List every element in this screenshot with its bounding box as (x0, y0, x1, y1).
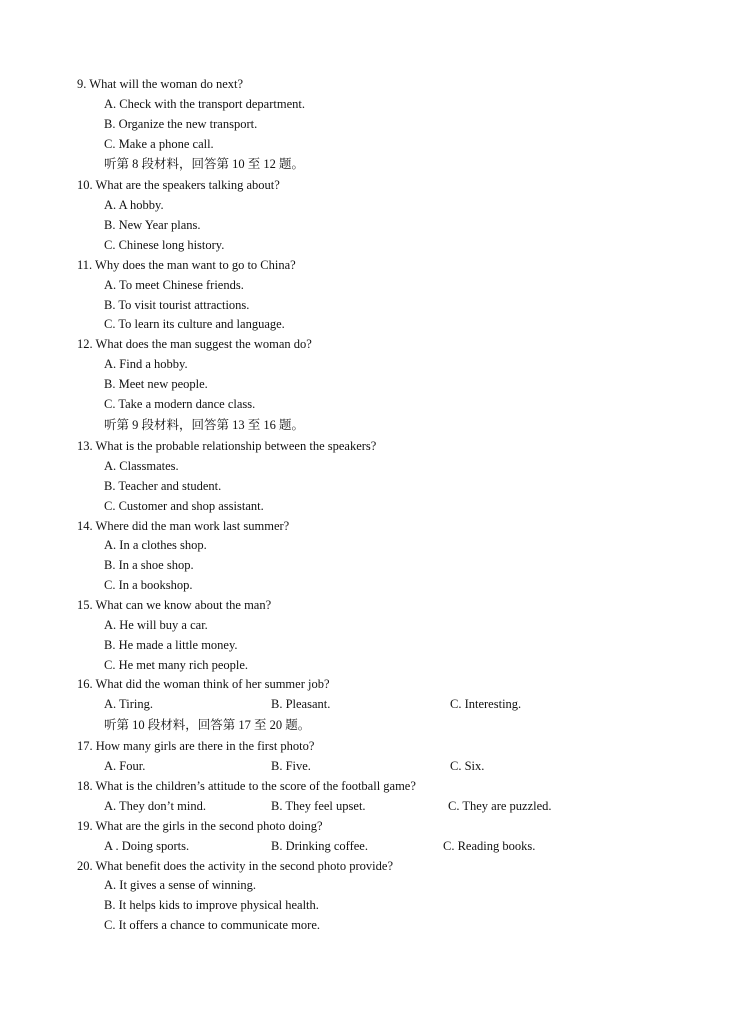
q9-option-a: A. Check with the transport department. (104, 97, 305, 111)
q19-option-a: A . Doing sports. (104, 839, 190, 853)
question-15: 15. What can we know about the man? (77, 598, 272, 612)
q19-option-c: C. Reading books. (443, 839, 536, 853)
q16-option-a: A. Tiring. (104, 697, 153, 711)
q18-option-c: C. They are puzzled. (448, 799, 552, 813)
q12-option-c: C. Take a modern dance class. (104, 397, 256, 411)
q20-option-a: A. It gives a sense of winning. (104, 878, 257, 892)
q14-option-c: C. In a bookshop. (104, 578, 193, 592)
question-20: 20. What benefit does the activity in the second photo provide? (77, 859, 394, 873)
q10-option-a: A. A hobby. (104, 198, 164, 212)
q13-option-c: C. Customer and shop assistant. (104, 499, 264, 513)
question-10: 10. What are the speakers talking about? (77, 178, 280, 192)
q17-option-c: C. Six. (450, 759, 485, 773)
q18-option-b: B. They feel upset. (271, 799, 366, 813)
q13-option-a: A. Classmates. (104, 459, 179, 473)
question-16: 16. What did the woman think of her summer job? (77, 677, 330, 691)
question-14: 14. Where did the man work last summer? (77, 519, 290, 533)
question-13: 13. What is the probable relationship between the speakers? (77, 439, 377, 453)
section-instruction-9: 听第 9 段材料，回答第 13 至 16 题。 (104, 418, 305, 432)
q16-option-c: C. Interesting. (450, 697, 522, 711)
question-12: 12. What does the man suggest the woman do? (77, 337, 312, 351)
q9-option-b: B. Organize the new transport. (104, 117, 258, 131)
q19-option-b: B. Drinking coffee. (271, 839, 368, 853)
q11-option-c: C. To learn its culture and language. (104, 317, 285, 331)
q13-option-b: B. Teacher and student. (104, 479, 222, 493)
q10-option-b: B. New Year plans. (104, 218, 201, 232)
q20-option-b: B. It helps kids to improve physical health. (104, 898, 319, 912)
q11-option-b: B. To visit tourist attractions. (104, 298, 250, 312)
q20-option-c: C. It offers a chance to communicate more. (104, 918, 321, 932)
question-9: 9. What will the woman do next? (77, 77, 244, 91)
q17-option-b: B. Five. (271, 759, 311, 773)
question-11: 11. Why does the man want to go to China? (77, 258, 296, 272)
q14-option-b: B. In a shoe shop. (104, 558, 194, 572)
q16-option-b: B. Pleasant. (271, 697, 331, 711)
q14-option-a: A. In a clothes shop. (104, 538, 207, 552)
q10-option-c: C. Chinese long history. (104, 238, 225, 252)
question-17: 17. How many girls are there in the first photo? (77, 739, 315, 753)
q12-option-a: A. Find a hobby. (104, 357, 188, 371)
q18-option-a: A. They don’t mind. (104, 799, 206, 813)
q12-option-b: B. Meet new people. (104, 377, 208, 391)
question-19: 19. What are the girls in the second photo doing? (77, 819, 323, 833)
q11-option-a: A. To meet Chinese friends. (104, 278, 244, 292)
question-18: 18. What is the children’s attitude to the score of the football game? (77, 779, 416, 793)
section-instruction-8: 听第 8 段材料，回答第 10 至 12 题。 (104, 157, 305, 171)
section-instruction-10: 听第 10 段材料，回答第 17 至 20 题。 (104, 718, 311, 732)
q15-option-c: C. He met many rich people. (104, 658, 249, 672)
q17-option-a: A. Four. (104, 759, 146, 773)
q9-option-c: C. Make a phone call. (104, 137, 214, 151)
q15-option-a: A. He will buy a car. (104, 618, 208, 632)
q15-option-b: B. He made a little money. (104, 638, 238, 652)
